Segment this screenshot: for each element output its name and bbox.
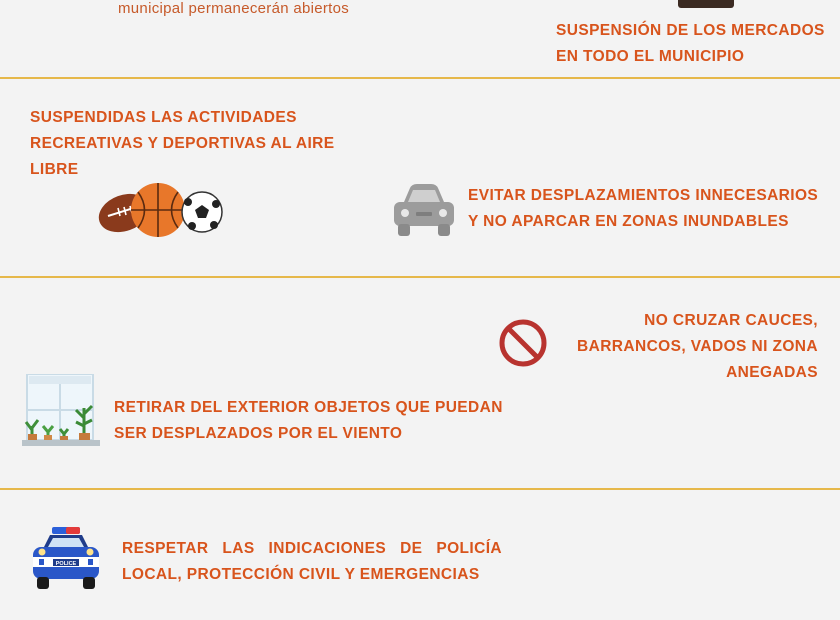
top-subtext: municipal permanecerán abiertos [118,0,350,17]
police-car-icon [30,525,102,593]
prohibited-icon [498,318,548,368]
police-badge-text: POLICE [55,561,77,567]
markets-suspension-text: SUSPENSIÓN DE LOS MERCADOS EN TODO EL MUNICIPIO [556,22,825,65]
divider-2 [0,276,840,278]
police-instructions-line-1: RESPETAR LAS INDICACIONES DE POLICÍA [122,540,502,557]
police-instructions-line-2: LOCAL, PROTECCIÓN CIVIL Y EMERGENCIAS [122,566,480,583]
travel-advice-text: EVITAR DESPLAZAMIENTOS INNECESARIOS Y NO APARCAR EN ZONAS INUNDABLES [468,187,819,230]
objects-removal-text: RETIRAR DEL EXTERIOR OBJETOS QUE PUEDAN SER DESPLAZADOS POR EL VIENTO [114,399,503,442]
divider-1 [0,77,840,79]
market-image-fragment [678,0,734,8]
sports-balls-icon [96,180,226,240]
sports-suspension-text: SUSPENDIDAS LAS ACTIVIDADES RECREATIVAS Y DEPORTIVAS AL AIRE LIBRE [30,109,335,178]
divider-3 [0,488,840,490]
car-icon [392,182,456,238]
window-plants-icon [22,374,100,448]
crossing-warning-text: NO CRUZAR CAUCES, BARRANCOS, VADOS NI ZONA ANEGADAS [577,312,818,381]
